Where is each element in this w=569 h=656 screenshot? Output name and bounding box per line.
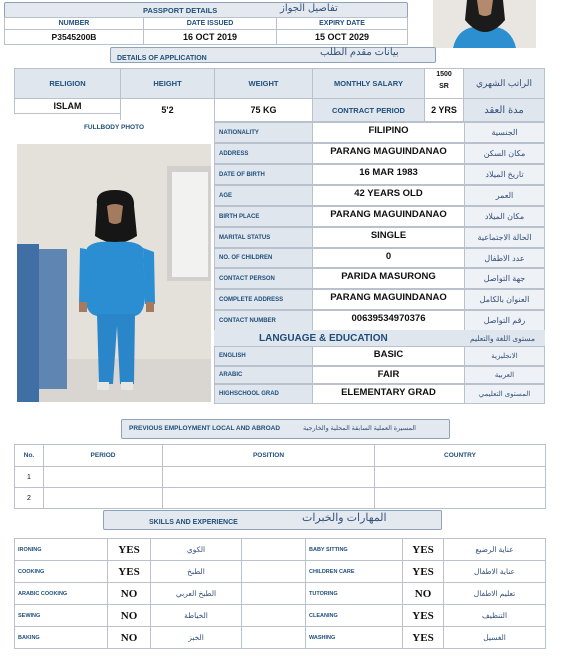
detail-value: PARIDA MASURONG xyxy=(312,268,465,289)
salary-amount: 1500 xyxy=(436,71,452,78)
employment-col-country: COUNTRY xyxy=(374,444,546,467)
language-header-bar xyxy=(214,330,545,346)
detail-label-ar: الحالة الاجتماعية xyxy=(464,227,545,248)
contract-value: 2 YRS xyxy=(424,98,464,122)
application-title-ar: بيانات مقدم الطلب xyxy=(320,47,399,58)
skill-label: BAKING xyxy=(14,626,108,649)
skill-label-ar: عناية الاطفال xyxy=(443,560,546,583)
passport-issued: 16 OCT 2019 xyxy=(143,29,277,45)
skill-value: NO xyxy=(107,582,151,605)
skill-label-ar: عناية الرضيع xyxy=(443,538,546,561)
employment-row-period xyxy=(43,466,163,488)
passport-expiry: 15 OCT 2029 xyxy=(276,29,408,45)
weight-header: WEIGHT xyxy=(214,68,313,99)
language-label: HIGHSCHOOL GRAD xyxy=(214,384,313,404)
headshot-illustration xyxy=(433,0,536,48)
skill-spacer xyxy=(241,604,306,627)
skill-label-ar: الطبخ xyxy=(150,560,242,583)
skill-value: YES xyxy=(107,538,151,561)
employment-row-country xyxy=(374,466,546,488)
employment-col-period: PERIOD xyxy=(43,444,163,467)
employment-row-country xyxy=(374,487,546,509)
height-header: HEIGHT xyxy=(120,68,215,99)
skill-label-ar: تعليم الاطفال xyxy=(443,582,546,605)
detail-label-ar: العنوان بالكامل xyxy=(464,289,545,310)
passport-title-ar: تفاصيل الجواز xyxy=(280,3,338,14)
detail-label-ar: عدد الاطفال xyxy=(464,248,545,268)
detail-label: NO. OF CHILDREN xyxy=(214,248,313,268)
detail-value: 00639534970376 xyxy=(312,310,465,331)
language-title-ar: مستوى اللغة والتعليم xyxy=(470,333,535,343)
detail-label: MARITAL STATUS xyxy=(214,227,313,248)
skill-label-ar: الطبخ العربي xyxy=(150,582,242,605)
language-value: ELEMENTARY GRAD xyxy=(312,384,465,404)
skill-value: NO xyxy=(402,582,444,605)
skill-value: YES xyxy=(402,626,444,649)
employment-col-position: POSITION xyxy=(162,444,375,467)
skill-label-ar: الخبز xyxy=(150,626,242,649)
skill-value: NO xyxy=(107,626,151,649)
skill-spacer xyxy=(241,626,306,649)
passport-number: P3545200B xyxy=(4,29,144,45)
skill-label-ar: الغسيل xyxy=(443,626,546,649)
religion-value: ISLAM xyxy=(14,98,121,114)
detail-label: CONTACT PERSON xyxy=(214,268,313,289)
language-label-ar: العربية xyxy=(464,366,545,384)
detail-value: PARANG MAGUINDANAO xyxy=(312,206,465,227)
detail-value: FILIPINO xyxy=(312,122,465,143)
salary-header: MONTHLY SALARY xyxy=(312,68,425,99)
language-title: LANGUAGE & EDUCATION xyxy=(259,332,388,344)
skill-label: WASHING xyxy=(305,626,403,649)
detail-label: CONTACT NUMBER xyxy=(214,310,313,331)
skills-title: SKILLS AND EXPERIENCE xyxy=(149,519,238,526)
skill-spacer xyxy=(241,582,306,605)
detail-value: SINGLE xyxy=(312,227,465,248)
detail-label-ar: العمر xyxy=(464,185,545,206)
employment-row-position xyxy=(162,466,375,488)
detail-value: PARANG MAGUINDANAO xyxy=(312,143,465,164)
skill-label: CLEANING xyxy=(305,604,403,627)
skill-label: TUTORING xyxy=(305,582,403,605)
detail-label-ar: مكان السكن xyxy=(464,143,545,164)
passport-title: PASSPORT DETAILS xyxy=(143,6,218,15)
passport-number-header: NUMBER xyxy=(4,17,144,30)
contract-header: CONTRACT PERIOD xyxy=(312,98,425,122)
detail-label: AGE xyxy=(214,185,313,206)
skill-label-ar: الكوي xyxy=(150,538,242,561)
skill-value: YES xyxy=(107,560,151,583)
headshot-photo xyxy=(433,0,536,48)
employment-title: PREVIOUS EMPLOYMENT LOCAL AND ABROAD xyxy=(129,425,281,432)
detail-label-ar: الجنسية xyxy=(464,122,545,143)
salary-label-ar: الراتب الشهري xyxy=(463,68,545,99)
detail-label-ar: رقم التواصل xyxy=(464,310,545,331)
detail-label-ar: جهة التواصل xyxy=(464,268,545,289)
employment-row-no: 1 xyxy=(14,466,44,488)
skill-value: YES xyxy=(402,560,444,583)
skill-value: YES xyxy=(402,604,444,627)
height-value: 5'2 xyxy=(120,98,215,122)
employment-row-period xyxy=(43,487,163,509)
passport-expiry-header: EXPIRY DATE xyxy=(276,17,408,30)
language-label: ARABIC xyxy=(214,366,313,384)
skill-label: ARABIC COOKING xyxy=(14,582,108,605)
skill-value: NO xyxy=(107,604,151,627)
detail-label: BIRTH PLACE xyxy=(214,206,313,227)
fullbody-photo-label: FULLBODY PHOTO xyxy=(14,120,214,134)
detail-value: 0 xyxy=(312,248,465,268)
detail-label: ADDRESS xyxy=(214,143,313,164)
detail-label-ar: تاريخ الميلاد xyxy=(464,164,545,185)
skills-title-ar: المهارات والخبرات xyxy=(302,512,387,524)
passport-issued-header: DATE ISSUED xyxy=(143,17,277,30)
application-title: DETAILS OF APPLICATION xyxy=(117,55,207,62)
detail-value: PARANG MAGUINDANAO xyxy=(312,289,465,310)
detail-label-ar: مكان الميلاد xyxy=(464,206,545,227)
detail-label: COMPLETE ADDRESS xyxy=(214,289,313,310)
salary-value-cell xyxy=(424,68,464,99)
language-label: ENGLISH xyxy=(214,346,313,366)
employment-row-no: 2 xyxy=(14,487,44,509)
skill-label-ar: الخياطة xyxy=(150,604,242,627)
weight-value: 75 KG xyxy=(214,98,313,122)
detail-label: DATE OF BIRTH xyxy=(214,164,313,185)
employment-title-ar: المسيرة العملية السابقة المحلية والخارجية xyxy=(303,425,416,432)
employment-col-no: No. xyxy=(14,444,44,467)
fullbody-photo xyxy=(17,144,211,402)
skill-label: BABY SITTING xyxy=(305,538,403,561)
language-label-ar: الانجليزية xyxy=(464,346,545,366)
skill-label: CHILDREN CARE xyxy=(305,560,403,583)
fullbody-illustration xyxy=(17,144,211,402)
contract-label-ar: مدة العقد xyxy=(463,98,545,122)
skill-spacer xyxy=(241,538,306,561)
language-value: BASIC xyxy=(312,346,465,366)
skill-label: IRONING xyxy=(14,538,108,561)
religion-header: RELIGION xyxy=(14,68,121,99)
detail-value: 42 YEARS OLD xyxy=(312,185,465,206)
detail-label: NATIONALITY xyxy=(214,122,313,143)
language-value: FAIR xyxy=(312,366,465,384)
skill-label: SEWING xyxy=(14,604,108,627)
employment-row-position xyxy=(162,487,375,509)
detail-value: 16 MAR 1983 xyxy=(312,164,465,185)
skill-label-ar: التنظيف xyxy=(443,604,546,627)
skill-value: YES xyxy=(402,538,444,561)
salary-unit: SR xyxy=(439,83,449,90)
skill-spacer xyxy=(241,560,306,583)
skill-label: COOKING xyxy=(14,560,108,583)
language-label-ar: المستوى التعليمي xyxy=(464,384,545,404)
